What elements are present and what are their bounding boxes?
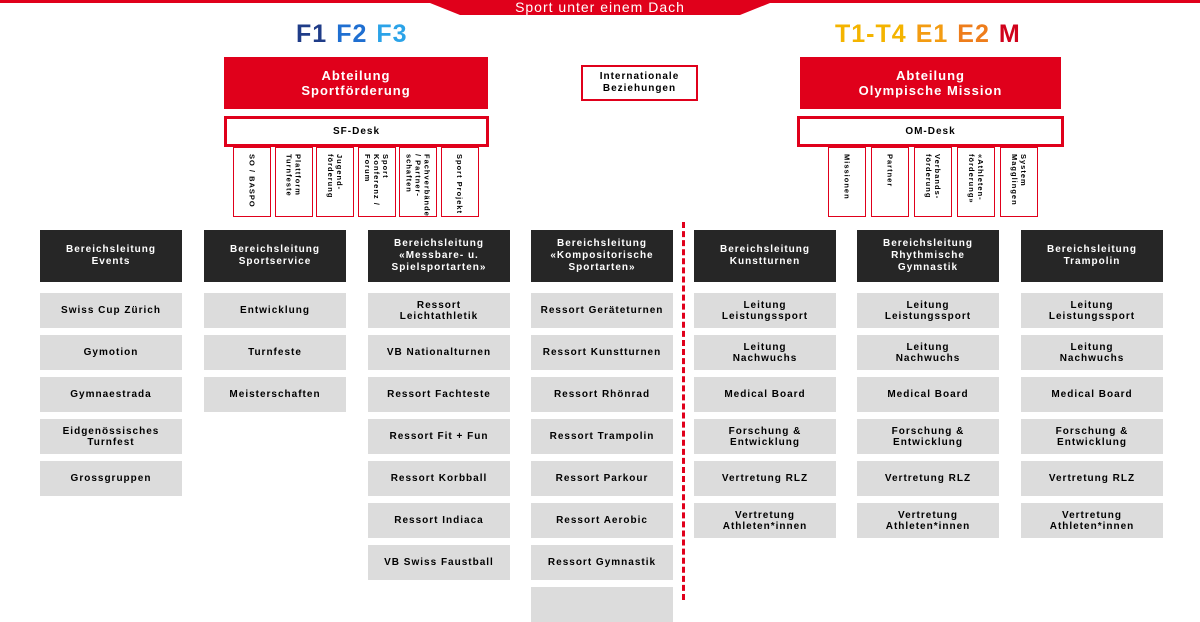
codes_right-code-t1-t4: T1-T4 (835, 20, 907, 48)
dept-left-line1: Abteilung (321, 68, 391, 83)
column-head (40, 230, 182, 282)
desk_left_units-unit-label: SO / BASPO (247, 154, 257, 208)
column-item-line: Forschung & (728, 425, 802, 437)
column-item (1021, 461, 1163, 496)
column-item (40, 293, 182, 328)
column-item-line: Turnfeste (248, 347, 302, 358)
column-item (694, 419, 836, 454)
column-item-line: Athleten*innen (1049, 520, 1135, 532)
column-item-line: Leitung (906, 299, 950, 311)
codes_right-code-m: M (998, 20, 1021, 48)
column-item (531, 587, 673, 622)
dept-olympische-mission (800, 57, 1061, 109)
desk_right_units-unit-label: Partner (885, 154, 895, 188)
column-head-line: Bereichsleitung (556, 238, 648, 249)
column-item-line: Ressort Trampolin (549, 431, 655, 442)
column-item-line: Leitung (906, 341, 950, 353)
desk_left_units-unit (275, 147, 313, 217)
column-item (368, 293, 510, 328)
column-item-line: Ressort Gymnastik (547, 557, 657, 568)
column-item-line: Ressort Kunstturnen (542, 347, 662, 358)
desk_left_units-unit-label: Sport Konferenz / Forum (363, 154, 390, 206)
column-item (694, 377, 836, 412)
codes_left-code-f3: F3 (376, 20, 408, 48)
codes_left-code-f2: F2 (336, 20, 368, 48)
column-item-line: Gymnaestrada (70, 389, 152, 400)
column-item-line: VB Nationalturnen (386, 347, 492, 358)
column-item (694, 503, 836, 538)
desk_right_units-unit-label: «Athleten- förderung» (967, 154, 985, 204)
divider-line (682, 222, 685, 600)
column-item (531, 545, 673, 580)
column-head-line: Bereichsleitung (229, 244, 321, 255)
column-item (40, 335, 182, 370)
codes_right-code-e2: E2 (957, 20, 990, 48)
column-item-line: Vertretung RLZ (721, 473, 809, 484)
column-item-line: Entwicklung (730, 436, 800, 448)
column-head-line: Bereichsleitung (1046, 244, 1138, 255)
column-item-line: Ressort Parkour (555, 473, 649, 484)
column-item-line: Eidgenössisches (62, 425, 160, 437)
column-item-line: Vertretung (734, 509, 795, 521)
column-item-line: Ressort Aerobic (556, 515, 648, 526)
column-head-line: Bereichsleitung (393, 238, 485, 249)
column-head (531, 230, 673, 282)
column-item (204, 377, 346, 412)
column-item (694, 293, 836, 328)
column-item (531, 293, 673, 328)
desk_right_units-unit (871, 147, 909, 217)
column-item (694, 461, 836, 496)
column-item-line: Medical Board (1051, 389, 1133, 400)
international-relations-box (581, 65, 698, 101)
column-item-line: Leitung (1070, 299, 1114, 311)
column-head (368, 230, 510, 282)
column-item (531, 461, 673, 496)
column-item-line: Athleten*innen (885, 520, 971, 532)
column-item (857, 461, 999, 496)
column-item-line: Medical Board (887, 389, 969, 400)
column-head-line: Bereichsleitung (882, 238, 974, 249)
column-item-line: Vertretung RLZ (884, 473, 972, 484)
column-item (694, 335, 836, 370)
column-item-line: Leistungssport (884, 310, 972, 322)
column-item (40, 419, 182, 454)
column-item-line: Leitung (743, 341, 787, 353)
column-head-line: Sportarten» (568, 262, 636, 273)
column-head-line: Bereichsleitung (65, 244, 157, 255)
desk_right_units-unit (914, 147, 952, 217)
column-head (694, 230, 836, 282)
column-item-line: Forschung & (1055, 425, 1129, 437)
codes_left-code-f1: F1 (296, 20, 328, 48)
column-item-line: Ressort Fachteste (387, 389, 491, 400)
column-head (1021, 230, 1163, 282)
column-item-line: Leistungssport (1048, 310, 1136, 322)
codes_right-code-e1: E1 (915, 20, 949, 48)
column-item (204, 293, 346, 328)
desk_left_units-unit (316, 147, 354, 217)
column-item-line: Ressort Fit + Fun (389, 431, 489, 442)
desk_left_units-unit-label: Fachverbände / Partner- schaften (404, 154, 432, 217)
column-item-line: VB Swiss Faustball (384, 557, 494, 568)
desk_left_units-unit (358, 147, 396, 217)
column-item (368, 503, 510, 538)
dept-right-line2: Olympische Mission (858, 83, 1003, 98)
column-item (1021, 503, 1163, 538)
column-item-line: Nachwuchs (1059, 352, 1125, 364)
column-head-line: Kunstturnen (729, 256, 801, 267)
column-item (531, 419, 673, 454)
column-item (40, 377, 182, 412)
column-head-line: Spielsportarten» (391, 262, 487, 273)
column-head-line: «Kompositorische (550, 250, 654, 261)
column-item (531, 335, 673, 370)
desk_left_units-unit-label: Jugend- förderung (326, 154, 344, 199)
desk_right_units-unit-label: System Magglingen (1010, 154, 1028, 206)
desk_left_units-unit (441, 147, 479, 217)
desk_left_units-unit-label: Sport Projekt (455, 154, 464, 215)
column-item-line: Nachwuchs (732, 352, 798, 364)
column-item (40, 461, 182, 496)
column-item-line: Ressort Geräteturnen (540, 305, 664, 316)
column-item-line: Entwicklung (893, 436, 963, 448)
column-item (1021, 377, 1163, 412)
desk_left_units-unit (399, 147, 437, 217)
column-item-line: Turnfest (87, 436, 135, 448)
column-item-line: Vertretung (897, 509, 958, 521)
codes-right (835, 20, 1021, 49)
column-item-line: Entwicklung (240, 305, 310, 316)
column-item (368, 545, 510, 580)
column-item-line: Leichtathletik (399, 310, 479, 322)
column-head-line: Rhythmische (891, 250, 965, 261)
desk_left_units-unit (233, 147, 271, 217)
desk_right_units-unit (1000, 147, 1038, 217)
column-item-line: Ressort Korbball (390, 473, 488, 484)
column-head-line: Trampolin (1063, 256, 1121, 267)
column-item-line: Ressort Rhönrad (553, 389, 651, 400)
column-item-line: Grossgruppen (70, 473, 152, 484)
column-item-line: Leitung (743, 299, 787, 311)
desk_right_units-unit-label: Verbands- förderung (924, 154, 942, 200)
column-item-line: Vertretung (1061, 509, 1122, 521)
dept-right-line1: Abteilung (896, 68, 965, 83)
column-item (204, 335, 346, 370)
column-item-line: Leistungssport (721, 310, 809, 322)
column-item-line: Leitung (1070, 341, 1114, 353)
column-item (857, 503, 999, 538)
column-item (1021, 335, 1163, 370)
dept-left-line2: Sportförderung (301, 83, 411, 98)
column-item (531, 377, 673, 412)
column-head (857, 230, 999, 282)
column-head-line: «Messbare- u. (399, 250, 479, 261)
intl-line2: Beziehungen (602, 83, 677, 94)
column-item (531, 503, 673, 538)
column-head-line: Gymnastik (897, 262, 959, 273)
column-item-line: Vertretung RLZ (1048, 473, 1136, 484)
column-item (1021, 293, 1163, 328)
column-item (1021, 419, 1163, 454)
column-item-line: Medical Board (724, 389, 806, 400)
column-item-line: Ressort (416, 299, 462, 311)
column-item-line: Forschung & (891, 425, 965, 437)
desk_right_units-unit (828, 147, 866, 217)
column-item (368, 335, 510, 370)
desk_right_units-unit (957, 147, 995, 217)
column-item-line: Entwicklung (1057, 436, 1127, 448)
desk_right_units-unit-label: Missionen (842, 154, 852, 200)
column-item-line: Ressort Indiaca (394, 515, 484, 526)
column-item-line: Swiss Cup Zürich (61, 305, 161, 316)
banner-title: Sport unter einem Dach (515, 0, 685, 15)
column-head-line: Events (91, 256, 131, 267)
codes-left (296, 20, 408, 49)
column-head-line: Bereichsleitung (719, 244, 811, 255)
column-item (368, 461, 510, 496)
column-item (857, 377, 999, 412)
column-item (368, 419, 510, 454)
column-head-line: Sportservice (238, 256, 312, 267)
column-item (857, 335, 999, 370)
column-head (204, 230, 346, 282)
intl-line1: Internationale (599, 71, 680, 82)
column-item-line: Athleten*innen (722, 520, 808, 532)
column-item (368, 377, 510, 412)
column-item (857, 293, 999, 328)
column-item-line: Meisterschaften (229, 389, 321, 400)
column-item-line: Gymotion (83, 347, 139, 358)
dept-sportfoerderung (224, 57, 488, 109)
sf-desk: SF-Desk (224, 116, 489, 147)
desk_left_units-unit-label: Plattform Turnfeste (284, 154, 303, 197)
column-item-line: Nachwuchs (895, 352, 961, 364)
om-desk: OM-Desk (797, 116, 1064, 147)
column-item (857, 419, 999, 454)
